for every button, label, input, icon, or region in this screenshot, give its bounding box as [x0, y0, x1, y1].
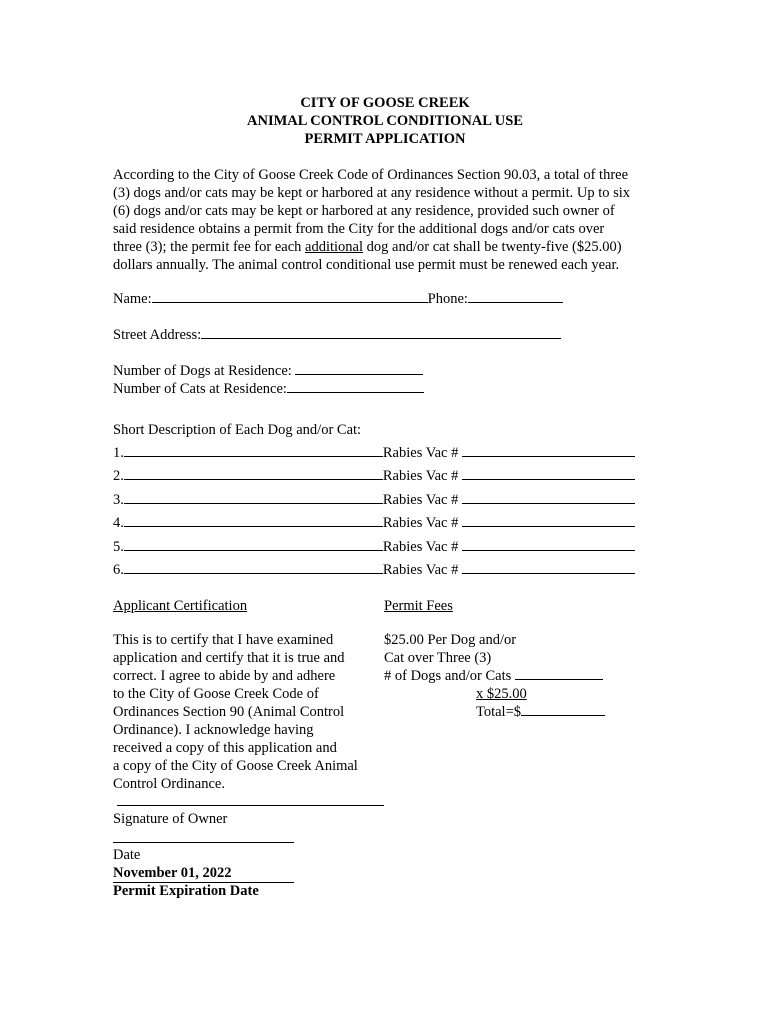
intro-text: dog and/or cat shall be twenty-five ($25.00) — [363, 239, 622, 255]
certification-line: correct. I agree to abide by and adhere — [113, 668, 336, 684]
fees-line: Cat over Three (3) — [384, 650, 492, 666]
address-label: Street Address: — [113, 327, 202, 343]
fees-total-field[interactable] — [521, 715, 605, 716]
animal-row — [113, 444, 635, 462]
certification-line: Control Ordinance. — [113, 776, 225, 792]
expiration-date: November 01, 2022 — [113, 864, 294, 883]
animal-row-number: 5. — [113, 539, 124, 555]
intro-line: dollars annually. The animal control conditional use permit must be renewed each year. — [113, 257, 620, 273]
certification-line: application and certify that it is true and — [113, 650, 345, 666]
animal-row — [113, 467, 635, 485]
fees-total-row — [476, 703, 605, 721]
title-line-1: CITY OF GOOSE CREEK — [300, 95, 470, 111]
expiration-label: Permit Expiration Date — [113, 883, 259, 899]
animal-row — [113, 561, 635, 579]
name-phone-row — [113, 290, 563, 308]
name-field[interactable] — [152, 302, 428, 303]
certification-line: This is to certify that I have examined — [113, 632, 334, 648]
cats-count-row — [113, 380, 424, 398]
intro-line: said residence obtains a permit from the City for the additional dogs and/or cats over — [113, 221, 605, 237]
cats-count-field[interactable] — [287, 392, 424, 393]
rabies-label: Rabies Vac # — [382, 468, 459, 484]
certification-line: Ordinance). I acknowledge having — [113, 722, 314, 738]
expiration-date-row — [113, 864, 294, 883]
date-line[interactable] — [113, 842, 294, 843]
name-label: Name: — [113, 291, 152, 307]
certification-line: received a copy of this application and — [113, 740, 337, 756]
rabies-label: Rabies Vac # — [382, 515, 459, 531]
date-label: Date — [113, 847, 141, 863]
fees-heading: Permit Fees — [384, 598, 453, 614]
fees-count-label: # of Dogs and/or Cats — [384, 668, 512, 684]
animal-description-field[interactable] — [124, 503, 383, 504]
animal-description-field[interactable] — [124, 456, 383, 457]
fees-count-field[interactable] — [515, 679, 603, 680]
animal-row-number: 2. — [113, 468, 124, 484]
intro-line: (6) dogs and/or cats may be kept or harbored at any residence, provided such owner of — [113, 203, 615, 219]
phone-label: Phone: — [427, 291, 468, 307]
certification-line: to the City of Goose Creek Code of — [113, 686, 319, 702]
animal-row — [113, 514, 635, 532]
certification-heading: Applicant Certification — [113, 598, 248, 614]
animal-row-number: 1. — [113, 445, 124, 461]
address-field[interactable] — [201, 338, 561, 339]
fees-multiplier: x $25.00 — [476, 686, 527, 702]
certification-line: Ordinances Section 90 (Animal Control — [113, 704, 345, 720]
animal-description-field[interactable] — [124, 479, 383, 480]
animal-row-number: 6. — [113, 562, 124, 578]
intro-line: (3) dogs and/or cats may be kept or harbored at any residence without a permit. Up to six — [113, 185, 631, 201]
dogs-count-field[interactable] — [295, 374, 423, 375]
rabies-vac-field[interactable] — [462, 526, 635, 527]
address-row — [113, 326, 561, 344]
fees-total-label: Total=$ — [476, 704, 522, 720]
rabies-label: Rabies Vac # — [382, 445, 459, 461]
rabies-label: Rabies Vac # — [382, 492, 459, 508]
animal-description-field[interactable] — [124, 550, 383, 551]
phone-field[interactable] — [468, 302, 563, 303]
rabies-vac-field[interactable] — [462, 456, 635, 457]
fees-line: $25.00 Per Dog and/or — [384, 632, 517, 648]
animal-row — [113, 491, 635, 509]
animals-heading: Short Description of Each Dog and/or Cat: — [113, 422, 362, 438]
rabies-label: Rabies Vac # — [382, 539, 459, 555]
cats-count-label: Number of Cats at Residence: — [113, 381, 287, 397]
rabies-vac-field[interactable] — [462, 503, 635, 504]
dogs-count-label: Number of Dogs at Residence: — [113, 363, 292, 379]
intro-line: According to the City of Goose Creek Code of Ordinances Section 90.03, a total of three — [113, 167, 629, 183]
animal-row — [113, 538, 635, 556]
rabies-vac-field[interactable] — [462, 550, 635, 551]
animal-description-field[interactable] — [124, 526, 383, 527]
title-line-2: ANIMAL CONTROL CONDITIONAL USE — [247, 113, 523, 129]
animal-description-field[interactable] — [124, 573, 383, 574]
rabies-vac-field[interactable] — [462, 479, 635, 480]
fees-count-row — [384, 667, 603, 685]
signature-label: Signature of Owner — [113, 811, 228, 827]
intro-text: three (3); the permit fee for each — [113, 239, 306, 255]
dogs-count-row — [113, 362, 423, 380]
signature-line[interactable] — [117, 805, 384, 806]
animal-row-number: 3. — [113, 492, 124, 508]
rabies-label: Rabies Vac # — [382, 562, 459, 578]
intro-line — [113, 238, 622, 256]
certification-line: a copy of the City of Goose Creek Animal — [113, 758, 358, 774]
intro-underlined-word: additional — [305, 239, 364, 255]
rabies-vac-field[interactable] — [462, 573, 635, 574]
title-line-3: PERMIT APPLICATION — [304, 131, 466, 147]
animal-row-number: 4. — [113, 515, 124, 531]
